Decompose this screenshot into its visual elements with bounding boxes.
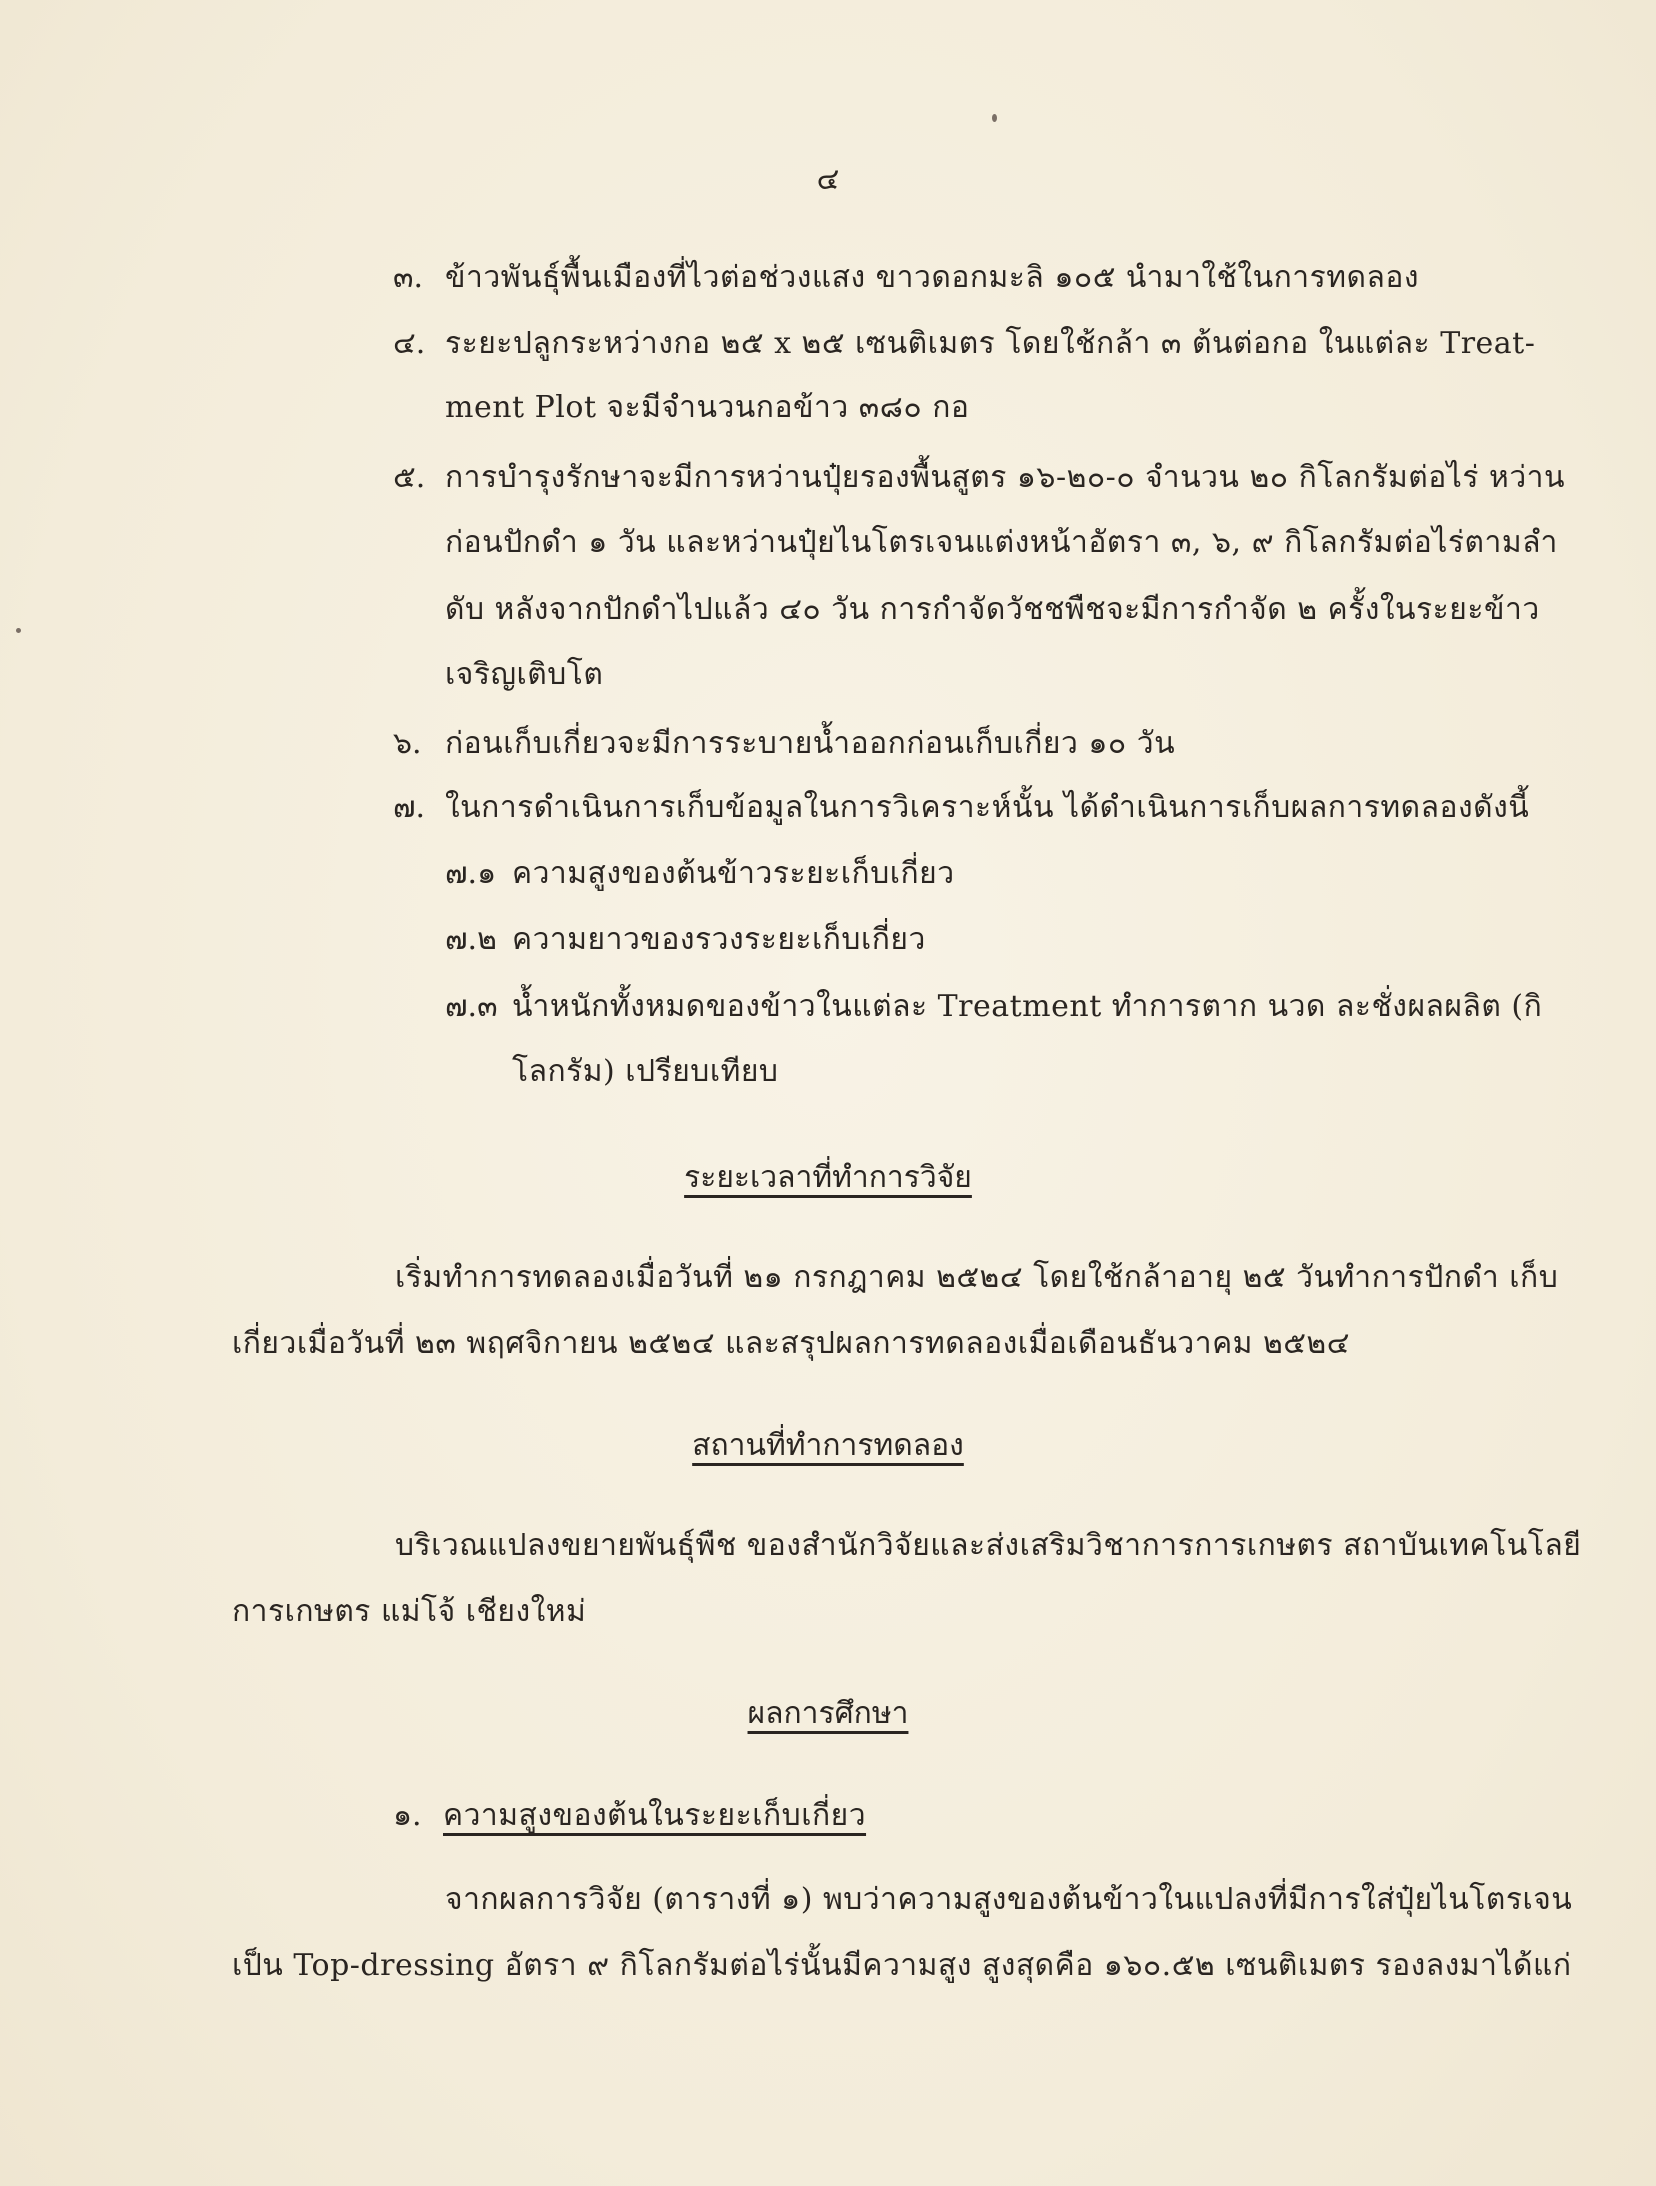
page-number: ๔ — [816, 162, 840, 197]
paragraph-line: เริ่มทำการทดลองเมื่อวันที่ ๒๑ กรกฎาคม ๒๕๒๔ โดยใช้กล้าอายุ ๒๕ วันทำการปักดำ เก็บ — [395, 1260, 1559, 1295]
item-line: ment Plot จะมีจำนวนกอข้าว ๓๘๐ กอ — [445, 390, 970, 425]
subitem-number: ๗.๒ — [445, 922, 497, 957]
item-line: ข้าวพันธุ์พื้นเมืองที่ไวต่อช่วงแสง ขาวดอกมะลิ ๑๐๕ นำมาใช้ในการทดลอง — [445, 260, 1420, 295]
item-line: ดับ หลังจากปักดำไปแล้ว ๔๐ วัน การกำจัดวัชชพืชจะมีการกำจัด ๒ ครั้งในระยะข้าว — [445, 592, 1540, 627]
item-line: ก่อนปักดำ ๑ วัน และหว่านปุ๋ยไนโตรเจนแต่งหน้าอัตรา ๓, ๖, ๙ กิโลกรัมต่อไร่ตามลำ — [445, 525, 1558, 560]
subitem-line: ความยาวของรวงระยะเก็บเกี่ยว — [512, 922, 926, 957]
item-number: ๕. — [393, 460, 426, 495]
item-line: การบำรุงรักษาจะมีการหว่านปุ๋ยรองพื้นสูตร ๑๖-๒๐-๐ จำนวน ๒๐ กิโลกรัมต่อไร่ หว่าน — [445, 460, 1566, 495]
subitem-number: ๗.๑ — [445, 856, 497, 891]
item-number: ๓. — [393, 260, 424, 295]
item-number: ๗. — [393, 790, 426, 825]
item-number: ๔. — [393, 326, 426, 361]
paragraph-line: การเกษตร แม่โจ้ เชียงใหม่ — [232, 1594, 587, 1629]
paragraph-line: เป็น Top-dressing อัตรา ๙ กิโลกรัมต่อไร่นั้นมีความสูง สูงสุดคือ ๑๖๐.๕๒ เซนติเมตร รองลงมาได้แก่ — [232, 1948, 1572, 1983]
section-heading-results: ผลการศึกษา — [747, 1696, 909, 1731]
paragraph-line: บริเวณแปลงขยายพันธุ์พืช ของสำนักวิจัยและส่งเสริมวิชาการการเกษตร สถาบันเทคโนโลยี — [395, 1528, 1582, 1563]
paragraph-line: จากผลการวิจัย (ตารางที่ ๑) พบว่าความสูงของต้นข้าวในแปลงที่มีการใส่ปุ๋ยไนโตรเจน — [445, 1882, 1573, 1917]
subitem-line: น้ำหนักทั้งหมดของข้าวในแต่ละ Treatment ทำการตาก นวด ละชั่งผลผลิต (กิ — [512, 989, 1543, 1024]
scan-speck — [16, 628, 21, 633]
subitem-line: ความสูงของต้นข้าวระยะเก็บเกี่ยว — [512, 856, 955, 891]
subsection-number: ๑. — [393, 1798, 422, 1833]
subitem-number: ๗.๓ — [445, 989, 498, 1024]
item-line: เจริญเติบโต — [445, 657, 604, 692]
item-line: ระยะปลูกระหว่างกอ ๒๕ x ๒๕ เซนติเมตร โดยใช้กล้า ๓ ต้นต่อกอ ในแต่ละ Treat- — [445, 326, 1536, 361]
item-line: ก่อนเก็บเกี่ยวจะมีการระบายน้ำออกก่อนเก็บเกี่ยว ๑๐ วัน — [445, 726, 1176, 761]
subsection-heading: ความสูงของต้นในระยะเก็บเกี่ยว — [443, 1798, 867, 1833]
item-number: ๖. — [393, 726, 422, 761]
scan-speck — [992, 114, 997, 122]
paragraph-line: เกี่ยวเมื่อวันที่ ๒๓ พฤศจิกายน ๒๕๒๔ และสรุปผลการทดลองเมื่อเดือนธันวาคม ๒๕๒๔ — [232, 1326, 1350, 1361]
subitem-line: โลกรัม) เปรียบเทียบ — [512, 1054, 779, 1089]
item-line: ในการดำเนินการเก็บข้อมูลในการวิเคราะห์นั้น ได้ดำเนินการเก็บผลการทดลองดังนี้ — [445, 790, 1530, 825]
section-heading-period: ระยะเวลาที่ทำการวิจัย — [684, 1160, 972, 1195]
section-heading-place: สถานที่ทำการทดลอง — [692, 1428, 964, 1463]
